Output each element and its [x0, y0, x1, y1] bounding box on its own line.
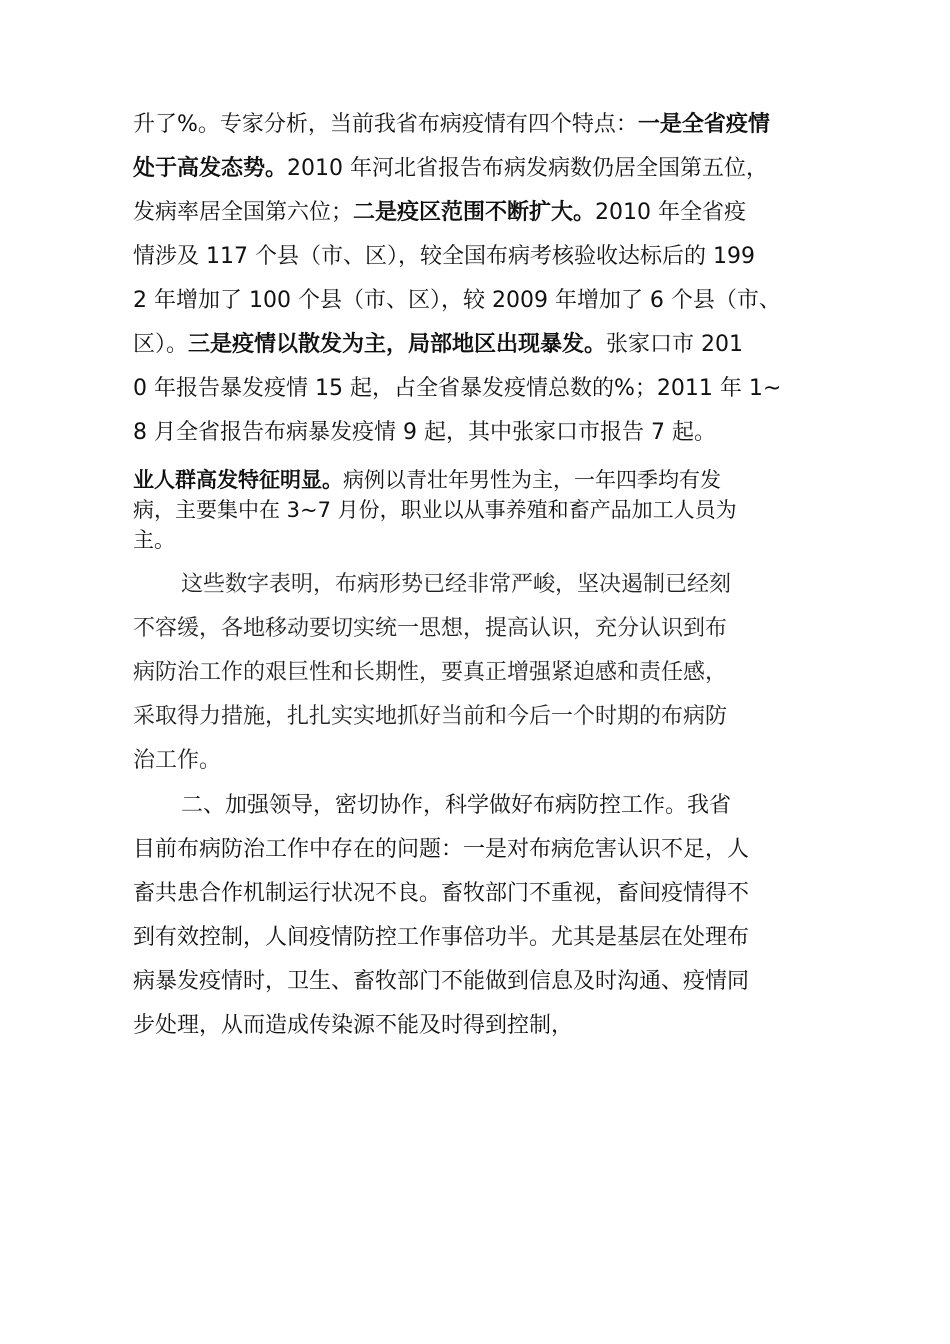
text-run: 病暴发疫情时，卫生、畜牧部门不能做到信息及时沟通、疫情同 [133, 969, 750, 994]
text-line [133, 702, 727, 732]
text-run: 病防治工作的艰巨性和长期性，要真正增强紧迫感和责任感， [133, 660, 728, 685]
text-line [133, 658, 727, 688]
text-line [133, 198, 746, 228]
text-run: 这些数字表明，布病形势已经非常严峻，坚决遏制已经刻 [181, 572, 732, 597]
bold-text-run: 处于高发态势。 [133, 156, 288, 181]
text-run: 发病率居全国第六位； [133, 200, 354, 225]
text-run: 8 月全省报告布病暴发疫情 9 起，其中张家口市报告 7 起。 [133, 420, 716, 445]
text-run: 二、加强领导，密切协作，科学做好布病防控工作。我省 [181, 793, 732, 818]
bold-text-run: 一是全省疫情 [637, 112, 770, 137]
text-run: 畜共患合作机制运行状况不良。畜牧部门不重视，畜间疫情得不 [133, 881, 750, 906]
text-run: 情涉及 117 个县（市、区），较全国布病考核验收达标后的 199 [133, 244, 755, 269]
text-line [133, 526, 175, 554]
text-line [133, 286, 781, 316]
text-run: 升了%。专家分析，当前我省布病疫情有四个特点： [133, 112, 638, 137]
text-line [133, 154, 768, 184]
text-line [133, 923, 749, 953]
text-line [181, 570, 731, 600]
bold-text-run: 业人群高发特征明显。 [133, 468, 343, 492]
text-run: 病例以青壮年男性为主，一年四季均有发 [343, 468, 721, 492]
bold-text-run: 二是疫区范围不断扩大。 [353, 200, 596, 225]
text-line [181, 791, 731, 821]
text-run: 2010 年全省疫 [595, 200, 747, 225]
text-line [133, 1011, 573, 1041]
text-line [133, 496, 737, 524]
text-run: 到有效控制，人间疫情防控工作事倍功半。尤其是基层在处理布 [133, 925, 750, 950]
text-line [133, 330, 743, 360]
text-run: 采取得力措施，扎扎实实地抓好当前和今后一个时期的布病防 [133, 704, 728, 729]
text-run: 步处理，从而造成传染源不能及时得到控制， [133, 1013, 574, 1038]
bold-text-run: 三是疫情以散发为主，局部地区出现暴发。 [188, 332, 607, 357]
text-run: 张家口市 201 [606, 332, 744, 357]
text-line [133, 418, 716, 448]
text-line [133, 242, 755, 272]
text-line [133, 746, 221, 776]
text-line [133, 835, 749, 865]
text-run: 0 年报告暴发疫情 15 起，占全省暴发疫情总数的%；2011 年 1~ [133, 376, 782, 401]
text-run: 2010 年河北省报告布病发病数仍居全国第五位， [287, 156, 768, 181]
text-line [133, 374, 781, 404]
text-run: 治工作。 [133, 748, 222, 773]
text-line [133, 967, 749, 997]
text-line [133, 110, 770, 140]
text-line [133, 466, 721, 494]
text-run: 区）。 [133, 332, 189, 357]
text-run: 主。 [133, 528, 175, 552]
text-run: 病，主要集中在 3~7 月份，职业以从事养殖和畜产品加工人员为 [133, 498, 737, 522]
text-run: 2 年增加了 100 个县（市、区），较 2009 年增加了 6 个县（市、 [133, 288, 781, 313]
text-line [133, 879, 749, 909]
text-run: 目前布病防治工作中存在的问题：一是对布病危害认识不足，人 [133, 837, 750, 862]
text-line [133, 614, 727, 644]
text-run: 不容缓，各地移动要切实统一思想，提高认识，充分认识到布 [133, 616, 728, 641]
